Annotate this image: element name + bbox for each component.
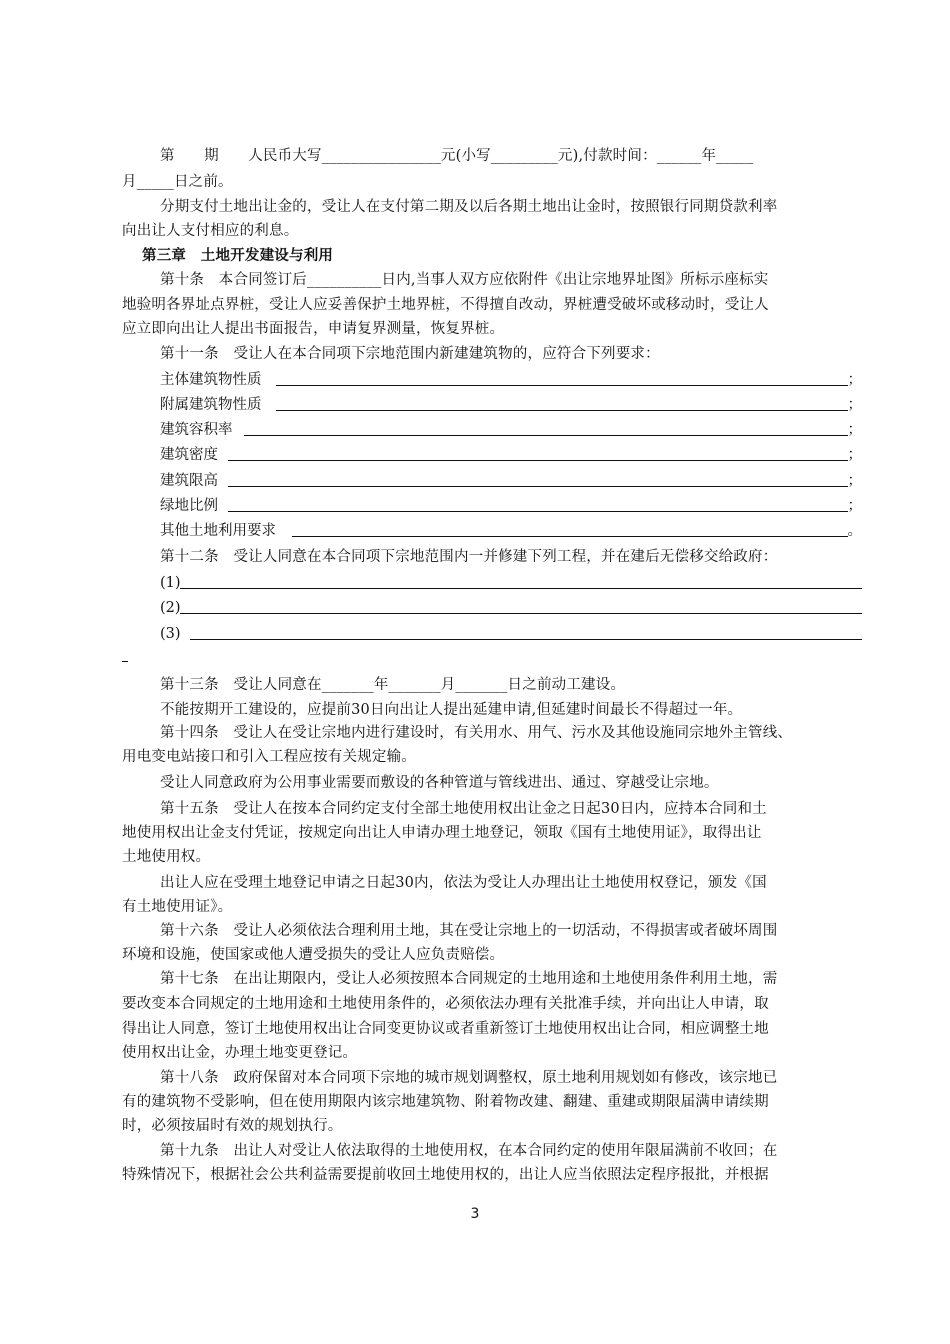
- requirement-field: [160, 446, 862, 464]
- project-field: [160, 625, 862, 643]
- requirement-label: 建筑密度: [160, 447, 218, 463]
- requirement-end: ；: [847, 498, 862, 514]
- article-14-line: 第十四条 受让人在受让宗地内进行建设时，有关用水、用气、污水及其他设施同宗地外主管线、: [160, 725, 793, 741]
- article-16-line: 环境和设施，使国家或他人遭受损失的受让人应负责赔偿。: [122, 947, 505, 963]
- requirement-end: ；: [847, 397, 862, 413]
- project-label: (2): [160, 600, 181, 616]
- paragraph-line: 出让人应在受理土地登记申请之日起30内，依法为受让人办理出让土地使用权登记，颁发《国: [160, 875, 767, 891]
- chapter-heading: 第三章 土地开发建设与利用: [142, 248, 334, 264]
- article-17-line: 要改变本合同规定的土地用途和土地使用条件的，必须依法办理有关批准手续，并向出让人申请，取: [122, 996, 769, 1012]
- article-17-line: 使用权出让金，办理土地变更登记。: [122, 1045, 358, 1061]
- blank-line: [180, 613, 862, 614]
- requirement-end: ；: [847, 422, 862, 438]
- requirement-label: 绿地比例: [160, 498, 218, 514]
- requirement-end: ；: [847, 447, 862, 463]
- article-11-line: 第十一条 受让人在本合同项下宗地范围内新建建筑物的，应符合下列要求：: [160, 346, 660, 362]
- requirement-end: ；: [847, 473, 862, 489]
- project-label: (3): [160, 626, 181, 642]
- paragraph-line: 不能按期开工建设的，应提前30日向出让人提出延建申请,但延建时间最长不得超过一年。: [160, 702, 743, 718]
- requirement-field: [160, 472, 862, 490]
- blank-line: [228, 460, 848, 461]
- requirement-end: ；: [847, 372, 862, 388]
- article-12-line: 第十二条 受让人同意在本合同项下宗地范围内一并修建下列工程，并在建后无偿移交给政府：: [160, 549, 778, 565]
- article-17-line: 得出让人同意，签订土地使用权出让合同变更协议或者重新签订土地使用权出让合同，相应调整土地: [122, 1021, 769, 1037]
- requirement-field: [160, 396, 862, 414]
- blank-line: [292, 536, 848, 537]
- blank-line: [228, 486, 848, 487]
- article-10-line: 地验明各界址点界桩，受让人应妥善保护土地界桩，不得擅自改动，界桩遭受破坏或移动时，受让人: [122, 297, 769, 313]
- article-16-line: 第十六条 受让人必须依法合理利用土地，其在受让宗地上的一切活动，不得损害或者破坏周围: [160, 923, 778, 939]
- article-13-line: 第十三条 受让人同意在_______年_______月_______日之前动工建设。: [160, 677, 626, 693]
- article-18-line: 第十八条 政府保留对本合同项下宗地的城市规划调整权，原土地利用规划如有修改，该宗地已: [160, 1070, 778, 1086]
- article-18-line: 有的建筑物不受影响，但在使用期限内该宗地建筑物、附着物改建、翻建、重建或期限届满申请续期: [122, 1094, 769, 1110]
- project-label: (1): [160, 575, 181, 591]
- blank-line: [276, 410, 848, 411]
- requirement-end: 。: [847, 523, 862, 539]
- blank-line: [180, 588, 862, 589]
- requirement-field: [160, 497, 862, 515]
- requirement-label: 附属建筑物性质: [160, 397, 262, 413]
- requirement-field: [160, 371, 862, 389]
- article-14-line: 用电变电站接口和引入工程应按有关规定输。: [122, 749, 416, 765]
- requirement-label: 主体建筑物性质: [160, 372, 262, 388]
- blank-line: [190, 639, 862, 640]
- requirement-field: [160, 522, 862, 540]
- line-fragment: [122, 661, 128, 662]
- blank-line: [228, 511, 848, 512]
- article-19-line: 特殊情况下，根据社会公共利益需要提前收回土地使用权的，出让人应当依照法定程序报批，并根据: [122, 1167, 769, 1183]
- payment-date-line: 月_____日之前。: [122, 174, 233, 190]
- project-field: [160, 574, 862, 592]
- blank-line: [276, 385, 848, 386]
- paragraph-line: 有土地使用证》。: [122, 899, 233, 915]
- requirement-label: 其他土地利用要求: [160, 523, 276, 539]
- requirement-label: 建筑限高: [160, 473, 218, 489]
- article-10-line: 第十条 本合同签订后__________日内,当事人双方应依附件《出让宗地界址图》所标示座标实: [160, 272, 769, 288]
- paragraph-line: 分期支付土地出让金的，受让人在支付第二期及以后各期土地出让金时，按照银行同期贷款利率: [160, 199, 778, 215]
- article-15-line: 地使用权出让金支付凭证，按规定向出让人申请办理土地登记，领取《国有土地使用证》，取得出让: [122, 825, 762, 841]
- paragraph-line: 向出让人支付相应的利息。: [122, 223, 299, 239]
- article-15-line: 第十五条 受让人在按本合同约定支付全部土地使用权出让金之日起30日内，应持本合同和土: [160, 801, 767, 817]
- paragraph-line: 受让人同意政府为公用事业需要而敷设的各种管道与管线进出、通过、穿越受让宗地。: [160, 775, 719, 791]
- article-15-line: 土地使用权。: [122, 849, 211, 865]
- project-field: [160, 599, 862, 617]
- article-18-line: 时，必须按届时有效的规划执行。: [122, 1118, 343, 1134]
- payment-installment-line: 第 期 人民币大写________________元(小写_________元),付款时间：______年_____: [160, 148, 754, 164]
- requirement-field: [160, 421, 862, 439]
- article-17-line: 第十七条 在出让期限内，受让人必须按照本合同规定的土地用途和土地使用条件利用土地，需: [160, 971, 778, 987]
- article-19-line: 第十九条 出让人对受让人依法取得的土地使用权，在本合同约定的使用年限届满前不收回；在: [160, 1143, 778, 1159]
- requirement-label: 建筑容积率: [160, 422, 233, 438]
- blank-line: [244, 435, 848, 436]
- page-number: 3: [470, 1206, 480, 1222]
- article-10-line: 应立即向出让人提出书面报告，申请复界测量，恢复界桩。: [122, 321, 505, 337]
